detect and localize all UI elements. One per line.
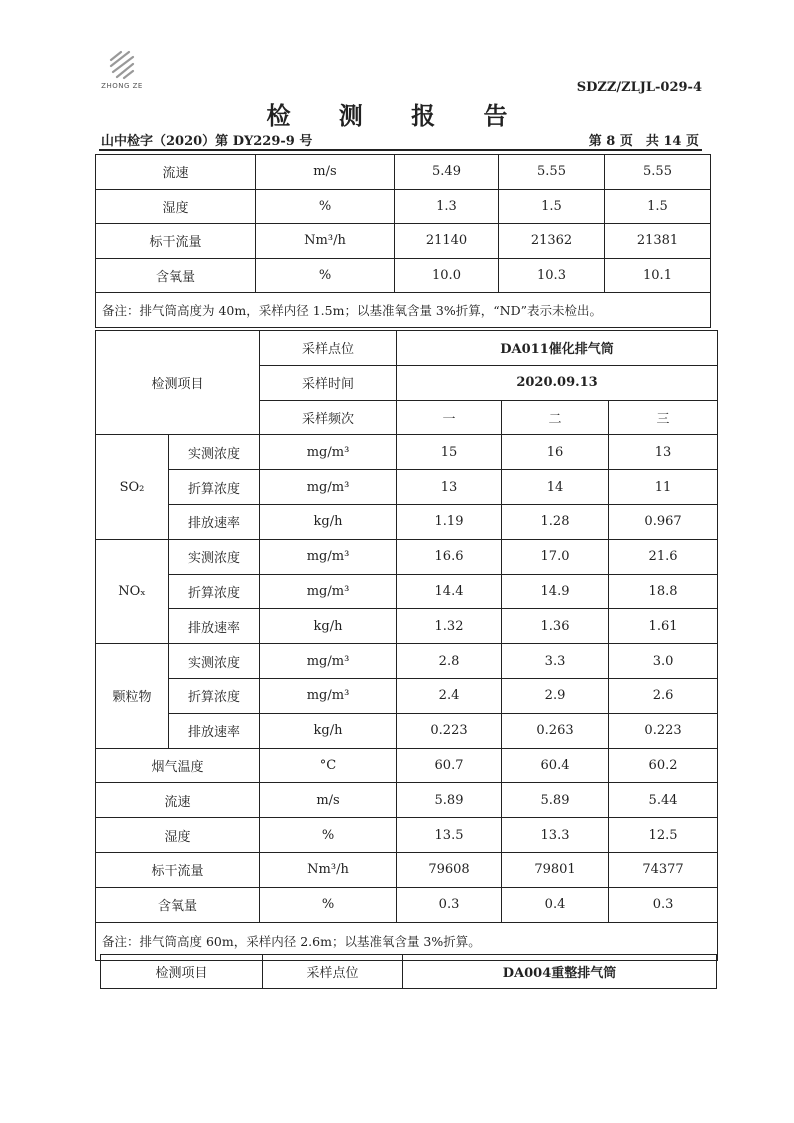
point-value: DA004重整排气筒: [403, 955, 717, 989]
value-cell: 79801: [502, 852, 609, 887]
unit-cell: mg/m³: [260, 644, 397, 679]
item-header: 检测项目: [96, 331, 260, 435]
parameter-label: 排放速率: [169, 609, 260, 644]
report-title: 检 测 报 告: [266, 101, 528, 130]
table-row: [96, 852, 718, 887]
page-number: 第 8 页 共 14 页: [588, 134, 699, 149]
zhongze-logo-icon: [107, 50, 137, 80]
row-label: 湿度: [96, 818, 260, 853]
parameter-label: 折算浓度: [169, 574, 260, 609]
point-label: 采样点位: [263, 955, 403, 989]
table-row: [96, 224, 711, 259]
freq-2: 二: [502, 400, 609, 435]
value-cell: 11: [609, 470, 718, 505]
value-cell: 21140: [395, 224, 499, 259]
value-cell: 0.4: [502, 887, 609, 922]
data-table-continued: [95, 154, 711, 328]
value-cell: 60.7: [397, 748, 502, 783]
unit-cell: °C: [260, 748, 397, 783]
data-table-da011: [95, 330, 718, 961]
item-header: 检测项目: [101, 955, 263, 989]
value-cell: 0.967: [609, 504, 718, 539]
row-label: 流速: [96, 783, 260, 818]
table-row: [96, 748, 718, 783]
value-cell: 18.8: [609, 574, 718, 609]
pollutant-name: SO₂: [96, 435, 169, 539]
table-row: [96, 818, 718, 853]
unit-cell: Nm³/h: [260, 852, 397, 887]
value-cell: 1.28: [502, 504, 609, 539]
table-row: [96, 331, 718, 366]
parameter-label: 排放速率: [169, 713, 260, 748]
value-cell: 12.5: [609, 818, 718, 853]
value-cell: 13.5: [397, 818, 502, 853]
table-row: [96, 258, 711, 293]
value-cell: 1.36: [502, 609, 609, 644]
value-cell: 21.6: [609, 539, 718, 574]
table-row: [96, 504, 718, 539]
value-cell: 2.6: [609, 678, 718, 713]
value-cell: 0.3: [609, 887, 718, 922]
value-cell: 60.4: [502, 748, 609, 783]
row-label: 含氧量: [96, 258, 256, 293]
value-cell: 3.0: [609, 644, 718, 679]
time-value: 2020.09.13: [397, 365, 718, 400]
parameter-label: 折算浓度: [169, 678, 260, 713]
parameter-label: 折算浓度: [169, 470, 260, 505]
value-cell: 0.223: [609, 713, 718, 748]
unit-cell: m/s: [260, 783, 397, 818]
value-cell: 0.263: [502, 713, 609, 748]
parameter-label: 实测浓度: [169, 644, 260, 679]
value-cell: 5.89: [397, 783, 502, 818]
unit-cell: m/s: [256, 155, 395, 190]
row-label: 湿度: [96, 189, 256, 224]
report-subheader: [101, 130, 699, 148]
value-cell: 1.5: [499, 189, 605, 224]
table-row: [96, 189, 711, 224]
table-row: [96, 155, 711, 190]
unit-cell: %: [260, 818, 397, 853]
value-cell: 13.3: [502, 818, 609, 853]
value-cell: 60.2: [609, 748, 718, 783]
unit-cell: mg/m³: [260, 539, 397, 574]
value-cell: 74377: [609, 852, 718, 887]
freq-1: 一: [397, 400, 502, 435]
value-cell: 0.223: [397, 713, 502, 748]
time-label: 采样时间: [260, 365, 397, 400]
unit-cell: mg/m³: [260, 435, 397, 470]
value-cell: 5.55: [499, 155, 605, 190]
unit-cell: %: [256, 189, 395, 224]
note-text: 备注：排气筒高度 60m，采样内径 2.6m；以基准氧含量 3%折算。: [96, 922, 718, 960]
value-cell: 21362: [499, 224, 605, 259]
value-cell: 2.9: [502, 678, 609, 713]
table-row: [96, 435, 718, 470]
parameter-label: 实测浓度: [169, 539, 260, 574]
value-cell: 1.19: [397, 504, 502, 539]
freq-label: 采样频次: [260, 400, 397, 435]
note-text: 备注：排气筒高度为 40m，采样内径 1.5m；以基准氧含量 3%折算，“ND”表示未检出。: [96, 293, 711, 328]
freq-3: 三: [609, 400, 718, 435]
table-row: [96, 609, 718, 644]
value-cell: 5.44: [609, 783, 718, 818]
value-cell: 1.61: [609, 609, 718, 644]
pollutant-name: NOₓ: [96, 539, 169, 643]
value-cell: 15: [397, 435, 502, 470]
table-row: [96, 539, 718, 574]
row-label: 流速: [96, 155, 256, 190]
row-label: 烟气温度: [96, 748, 260, 783]
value-cell: 14: [502, 470, 609, 505]
unit-cell: Nm³/h: [256, 224, 395, 259]
value-cell: 2.8: [397, 644, 502, 679]
row-label: 含氧量: [96, 887, 260, 922]
table-row: [96, 678, 718, 713]
table-row: [96, 783, 718, 818]
unit-cell: kg/h: [260, 609, 397, 644]
unit-cell: %: [256, 258, 395, 293]
value-cell: 17.0: [502, 539, 609, 574]
value-cell: 16: [502, 435, 609, 470]
value-cell: 10.3: [499, 258, 605, 293]
company-logo: [100, 50, 144, 90]
value-cell: 13: [609, 435, 718, 470]
table-row: [96, 574, 718, 609]
value-cell: 5.89: [502, 783, 609, 818]
value-cell: 79608: [397, 852, 502, 887]
header-divider: [99, 149, 702, 151]
table-row: [96, 644, 718, 679]
value-cell: 1.5: [605, 189, 711, 224]
value-cell: 5.55: [605, 155, 711, 190]
unit-cell: kg/h: [260, 504, 397, 539]
report-number: 山中检字（2020）第 DY229-9 号: [101, 134, 313, 149]
table-row: [96, 713, 718, 748]
parameter-label: 排放速率: [169, 504, 260, 539]
value-cell: 14.9: [502, 574, 609, 609]
row-label: 标干流量: [96, 852, 260, 887]
value-cell: 21381: [605, 224, 711, 259]
value-cell: 14.4: [397, 574, 502, 609]
value-cell: 16.6: [397, 539, 502, 574]
unit-cell: kg/h: [260, 713, 397, 748]
parameter-label: 实测浓度: [169, 435, 260, 470]
row-label: 标干流量: [96, 224, 256, 259]
unit-cell: mg/m³: [260, 574, 397, 609]
value-cell: 5.49: [395, 155, 499, 190]
point-label: 采样点位: [260, 331, 397, 366]
data-table-da004: [100, 954, 717, 989]
value-cell: 1.3: [395, 189, 499, 224]
table-row: [101, 955, 717, 989]
value-cell: 13: [397, 470, 502, 505]
table-row: [96, 887, 718, 922]
value-cell: 1.32: [397, 609, 502, 644]
value-cell: 0.3: [397, 887, 502, 922]
table-row: [96, 470, 718, 505]
value-cell: 2.4: [397, 678, 502, 713]
value-cell: 3.3: [502, 644, 609, 679]
point-value: DA011催化排气筒: [397, 331, 718, 366]
document-code: SDZZ/ZLJL-029-4: [576, 80, 702, 95]
unit-cell: mg/m³: [260, 678, 397, 713]
value-cell: 10.0: [395, 258, 499, 293]
pollutant-name: 颗粒物: [96, 644, 169, 748]
unit-cell: mg/m³: [260, 470, 397, 505]
note-row: [96, 293, 711, 328]
logo-text: ZHONG ZE: [101, 82, 143, 90]
unit-cell: %: [260, 887, 397, 922]
value-cell: 10.1: [605, 258, 711, 293]
